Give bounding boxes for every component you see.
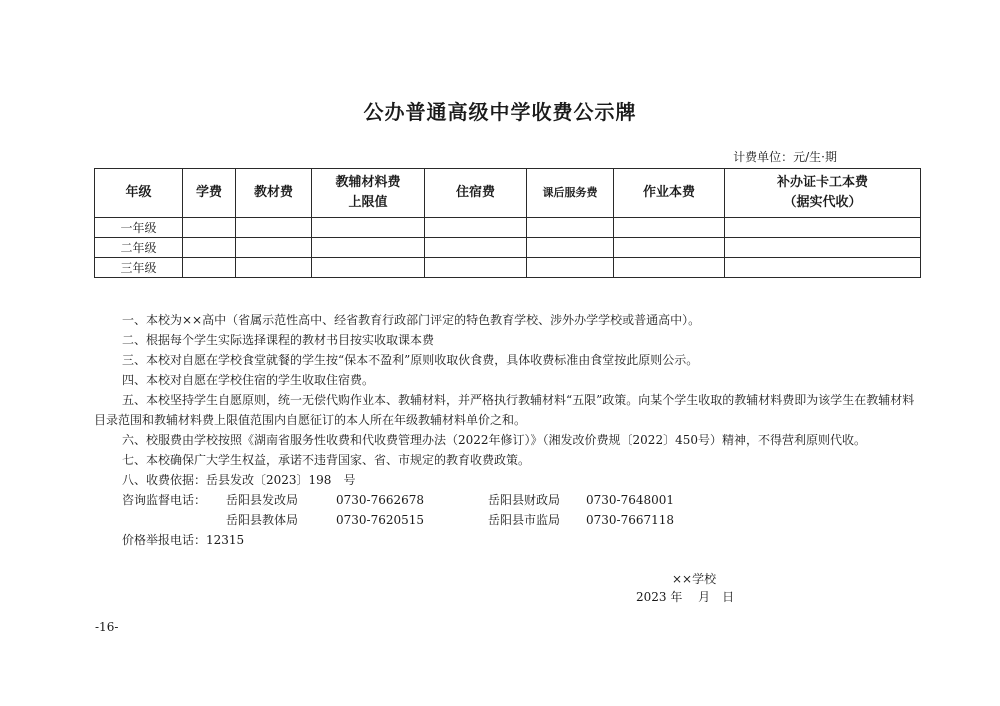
row-grade: 一年级 [95, 218, 183, 238]
row-grade: 二年级 [95, 238, 183, 258]
cell [725, 218, 921, 238]
cell [425, 238, 527, 258]
contacts-label: 咨询监督电话： [122, 493, 207, 507]
cell [236, 238, 312, 258]
cell [183, 258, 236, 278]
note-6: 六、校服费由学校按照《湖南省服务性收费和代收费管理办法（2022年修订）》（湘发改价费规〔2022〕450号）精神，不得营利原则代收。 [122, 433, 866, 447]
cell [725, 258, 921, 278]
contact-phone: 0730-7648001 [586, 493, 675, 507]
contact-org: 岳阳县教体局 [226, 513, 299, 527]
header-textbook: 教材费 [236, 169, 312, 218]
table-row [95, 218, 921, 238]
note-8: 八、收费依据：岳县发改〔2023〕198 号 [122, 473, 356, 487]
note-2: 二、根据每个学生实际选择课程的教材书目按实收取课本费 [122, 333, 435, 347]
header-accommodation: 住宿费 [425, 169, 527, 218]
cell [614, 218, 725, 238]
contact-list [122, 490, 922, 530]
table-row [95, 238, 921, 258]
contact-org: 岳阳县财政局 [488, 493, 561, 507]
note-3: 三、本校对自愿在学校食堂就餐的学生按“保本不盈利”原则收取伙食费，具体收费标准由食堂按此原则公示。 [122, 353, 699, 367]
header-exercise-book: 作业本费 [614, 169, 725, 218]
page-number: -16- [95, 620, 119, 634]
document-title: 公办普通高级中学收费公示牌 [363, 100, 637, 124]
cell [725, 238, 921, 258]
cell [183, 218, 236, 238]
cell [614, 238, 725, 258]
contact-phone: 0730-7667118 [586, 513, 675, 527]
note-5: 五、本校坚持学生自愿原则，统一无偿代购作业本、教辅材料，并严格执行教辅材料“五限”政策。向某个学生收取的教辅材料费即为该学生在教辅材料目录范围和教辅材料费上限值范围内自愿征订的本人所在年级教辅材料单价之和。 [94, 393, 915, 427]
cell [614, 258, 725, 278]
header-after-school: 课后服务费 [527, 169, 614, 218]
contact-org: 岳阳县发改局 [226, 493, 299, 507]
signature-school: ××学校 [672, 572, 717, 586]
header-supplementary: 教辅材料费 上限值 [312, 169, 425, 218]
note-1: 一、本校为××高中（省属示范性高中、经省教育行政部门评定的特色教育学校、涉外办学学校或普通高中）。 [122, 313, 701, 327]
signature-date: 2023 年 月 日 [636, 590, 735, 604]
cell [312, 238, 425, 258]
billing-unit: 计费单位：元/生·期 [733, 150, 837, 164]
cell [236, 258, 312, 278]
price-report-phone: 价格举报电话：12315 [122, 533, 245, 547]
cell [236, 218, 312, 238]
contact-phone: 0730-7662678 [336, 493, 425, 507]
fee-table [94, 168, 921, 278]
note-4: 四、本校对自愿在学校住宿的学生收取住宿费。 [122, 373, 375, 387]
table-row [95, 258, 921, 278]
notes-section [94, 310, 922, 550]
header-card-replacement: 补办证卡工本费 （据实代收） [725, 169, 921, 218]
cell [425, 218, 527, 238]
table-header-row [95, 169, 921, 218]
cell [527, 238, 614, 258]
cell [312, 258, 425, 278]
cell [183, 238, 236, 258]
cell [527, 218, 614, 238]
cell [425, 258, 527, 278]
note-7: 七、本校确保广大学生权益，承诺不违背国家、省、市规定的教育收费政策。 [122, 453, 531, 467]
header-grade: 年级 [95, 169, 183, 218]
contact-org: 岳阳县市监局 [488, 513, 561, 527]
row-grade: 三年级 [95, 258, 183, 278]
header-tuition: 学费 [183, 169, 236, 218]
contact-phone: 0730-7620515 [336, 513, 425, 527]
cell [527, 258, 614, 278]
cell [312, 218, 425, 238]
